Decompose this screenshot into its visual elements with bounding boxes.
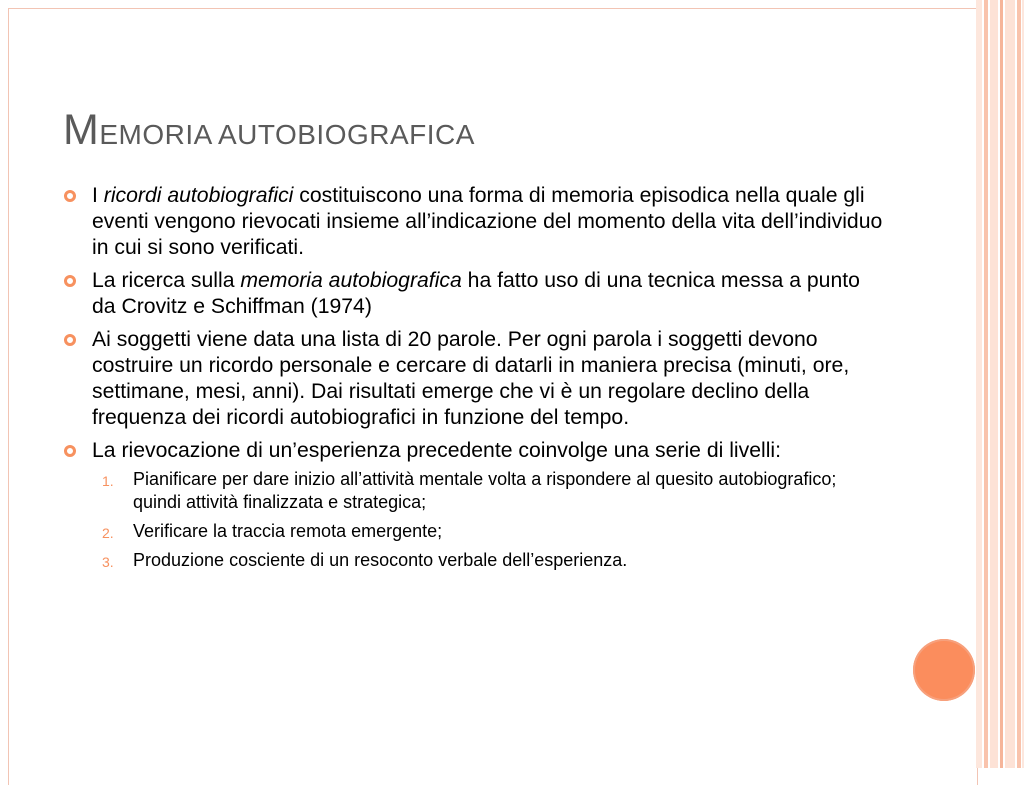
ring-bullet-icon	[64, 275, 76, 287]
slide-content	[64, 183, 884, 579]
sub-item-3	[92, 549, 884, 572]
bullet-text: costituiscono una forma di memoria episodica nella quale gli eventi vengono rievocati insieme all’indicazione del momento della vita dell’individuo in cui si sono verificati.	[92, 184, 883, 259]
title-initial: M	[63, 106, 100, 154]
bullet-text: Ai soggetti viene data una lista di 20 parole. Per ogni parola i soggetti devono costruire un ricordo personale e cercare di datarli in maniera precisa (minuti, ore, settimane, mesi, anni). Dai risultati emerge che vi è un regolare declino della frequenza dei ricordi autobiografici in funzione del tempo.	[92, 328, 850, 429]
bullet-emphasis: memoria autobiografica	[240, 269, 462, 292]
bullet-text: La ricerca sulla	[92, 269, 241, 292]
ring-bullet-icon	[64, 445, 76, 457]
bullet-rievocazione	[64, 438, 884, 572]
sub-item-2	[92, 520, 884, 543]
sub-item-number: 1.	[102, 473, 114, 489]
slide-title	[63, 106, 475, 155]
ring-bullet-icon	[64, 190, 76, 202]
bullet-text: I	[92, 184, 104, 207]
decorative-circle	[913, 639, 975, 701]
bullet-list	[64, 183, 884, 572]
sub-item-text: Produzione cosciente di un resoconto verbale dell’esperienza.	[133, 550, 628, 570]
bullet-emphasis: ricordi autobiografici	[103, 184, 294, 207]
sub-list	[92, 468, 884, 572]
title-rest: EMORIA AUTOBIOGRAFICA	[99, 119, 475, 150]
sub-item-number: 3.	[102, 554, 114, 570]
sub-item-text: Verificare la traccia remota emergente;	[133, 521, 443, 541]
sub-item-1	[92, 468, 884, 514]
sub-item-text: Pianificare per dare inizio all’attività mentale volta a rispondere al quesito autobiografico; quindi attività finalizzata e strategica;	[133, 469, 837, 512]
bullet-soggetti	[64, 327, 884, 431]
sub-item-number: 2.	[102, 525, 114, 541]
ring-bullet-icon	[64, 334, 76, 346]
bullet-ricerca	[64, 268, 884, 320]
bullet-text: ha fatto uso di una tecnica messa a punto da Crovitz e Schiffman (1974)	[92, 269, 860, 318]
bullet-text: La rievocazione di un’esperienza precedente coinvolge una serie di livelli:	[92, 439, 782, 462]
bullet-ricordi-autobiografici	[64, 183, 884, 261]
decorative-stripes	[976, 0, 1024, 768]
